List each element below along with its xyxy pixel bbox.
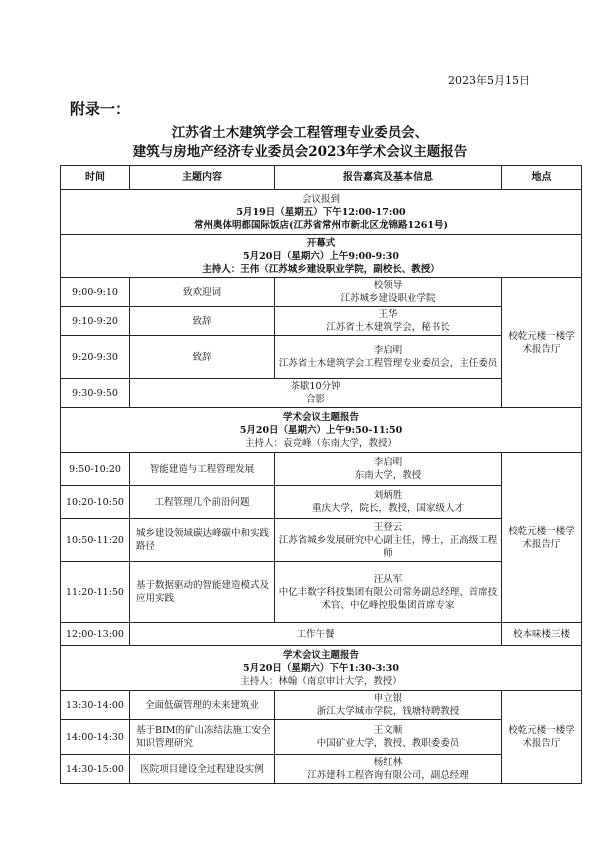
row-guest	[275, 720, 502, 755]
row-location: 校乾元楼一楼学术报告厅	[502, 453, 582, 623]
guest-info: 中国矿业大学，教授、教职委委员	[316, 738, 460, 749]
guest-info: 中亿丰数字科技集团有限公司常务副总经理、首席技术官、中亿峰控股集团首席专家	[278, 586, 498, 611]
row-time: 10:50-11:20	[61, 519, 130, 562]
title-line-2: 建筑与房地产经济专业委员会2023年学术会议主题报告	[132, 144, 468, 160]
section-date: 5月20日（星期六）上午9:50-11:50	[239, 424, 403, 436]
section-date: 5月20日（星期六）上午9:00-9:30	[243, 250, 399, 262]
guest-info: 江苏省城乡发展研究中心副主任，博士，正高级工程师	[278, 534, 498, 559]
row-guest	[275, 307, 502, 336]
section-date: 5月20日（星期六）下午1:30-3:30	[243, 662, 399, 674]
section-afternoon-reports	[61, 646, 582, 691]
section-morning-reports	[61, 408, 582, 453]
row-guest	[275, 691, 502, 720]
guest-info: 江苏城乡建设职业学院	[340, 293, 436, 304]
section-registration	[61, 190, 582, 235]
row-time: 13:30-14:00	[61, 691, 130, 720]
section-morning-cell	[61, 408, 582, 453]
row-time: 12:00-13:00	[61, 623, 130, 646]
guest-info: 东南大学，教授	[354, 470, 422, 481]
row-topic: 致欢迎词	[130, 278, 275, 307]
section-host: 主持人：王伟（江苏城乡建设职业学院，副校长、教授）	[202, 263, 440, 275]
row-guest	[275, 486, 502, 519]
row-time: 9:10-9:20	[61, 307, 130, 336]
table-header-row	[61, 166, 582, 190]
guest-name: 王文顺	[373, 725, 403, 736]
row-topic: 医院项目建设全过程建设实例	[130, 755, 275, 784]
guest-info: 浙江大学城市学院，钱塘特聘教授	[316, 706, 460, 717]
document-title	[0, 124, 600, 162]
row-time: 9:00-9:10	[61, 278, 130, 307]
guest-name: 杨红林	[373, 757, 403, 768]
section-date: 5月19日（星期五）下午12:00-17:00	[236, 206, 406, 218]
guest-name: 王华	[378, 309, 398, 320]
row-location: 校乾元楼一楼学术报告厅	[502, 691, 582, 784]
row-topic: 城乡建设领域碳达峰碳中和实践路径	[130, 519, 275, 562]
guest-info: 重庆大学，院长，教授，国家级人才	[311, 503, 464, 514]
row-topic: 致辞	[130, 307, 275, 336]
document-date: 2023年5月15日	[448, 74, 530, 87]
row-topic: 基于数据驱动的智能建造模式及应用实践	[130, 562, 275, 623]
photo-label: 合影	[305, 394, 325, 405]
row-topic: 智能建造与工程管理发展	[130, 453, 275, 486]
section-opening	[61, 235, 582, 278]
schedule-table	[60, 165, 582, 784]
row-guest	[275, 562, 502, 623]
row-time: 14:00-14:30	[61, 720, 130, 755]
section-venue: 常州奥体明都国际饭店(江苏省常州市新北区龙锦路1261号)	[194, 219, 448, 231]
section-host: 主持人：袁竞峰（东南大学，教授）	[244, 437, 397, 449]
guest-name: 刘炳胜	[373, 490, 403, 501]
row-topic: 全面低碳管理的未来建筑业	[130, 691, 275, 720]
section-title: 学术会议主题报告	[282, 649, 359, 661]
table-row	[61, 278, 582, 307]
row-topic: 工程管理几个前沿问题	[130, 486, 275, 519]
row-guest	[275, 278, 502, 307]
title-line-1: 江苏省土木建筑学会工程管理专业委员会、	[171, 125, 429, 141]
table-row	[61, 691, 582, 720]
row-guest	[275, 519, 502, 562]
section-host: 主持人：林翰（南京审计大学，教授）	[240, 675, 402, 687]
row-time: 14:30-15:00	[61, 755, 130, 784]
table-row-lunch	[61, 623, 582, 646]
guest-name: 校领导	[373, 280, 403, 291]
row-time: 9:30-9:50	[61, 379, 130, 408]
guest-info: 江苏建科工程咨询有限公司，副总经理	[307, 770, 469, 781]
break-label: 茶歇10分钟	[290, 381, 341, 392]
guest-name: 李启明	[373, 457, 403, 468]
row-location: 校乾元楼一楼学术报告厅	[502, 278, 582, 408]
guest-name: 李启明	[373, 345, 403, 356]
row-time: 9:50-10:20	[61, 453, 130, 486]
guest-info: 江苏省土木建筑学会工程管理专业委员会，主任委员	[278, 358, 498, 369]
guest-name: 王登云	[373, 521, 403, 533]
row-topic: 致辞	[130, 336, 275, 379]
section-registration-cell	[61, 190, 582, 235]
appendix-label: 附录一：	[70, 100, 131, 118]
row-location: 校本味楼三楼	[502, 623, 582, 646]
section-title: 开幕式	[306, 237, 336, 249]
header-location: 地点	[502, 166, 582, 190]
row-guest	[275, 336, 502, 379]
row-guest	[275, 755, 502, 784]
section-title: 学术会议主题报告	[282, 411, 359, 423]
row-guest	[275, 453, 502, 486]
row-time: 9:20-9:30	[61, 336, 130, 379]
guest-name: 申立银	[373, 693, 403, 704]
row-topic: 基于BIM的矿山冻结法施工安全知识管理研究	[130, 720, 275, 755]
row-break	[130, 379, 502, 408]
lunch-label: 工作午餐	[130, 623, 502, 646]
row-time: 10:20-10:50	[61, 486, 130, 519]
header-guest: 报告嘉宾及基本信息	[275, 166, 502, 190]
table-row	[61, 453, 582, 486]
guest-name: 汪从军	[373, 573, 403, 585]
guest-info: 江苏省土木建筑学会，秘书长	[326, 322, 450, 333]
header-time: 时间	[61, 166, 130, 190]
section-afternoon-cell	[61, 646, 582, 691]
section-opening-cell	[61, 235, 582, 278]
header-topic: 主题内容	[130, 166, 275, 190]
row-time: 11:20-11:50	[61, 562, 130, 623]
section-title: 会议报到	[301, 193, 340, 205]
